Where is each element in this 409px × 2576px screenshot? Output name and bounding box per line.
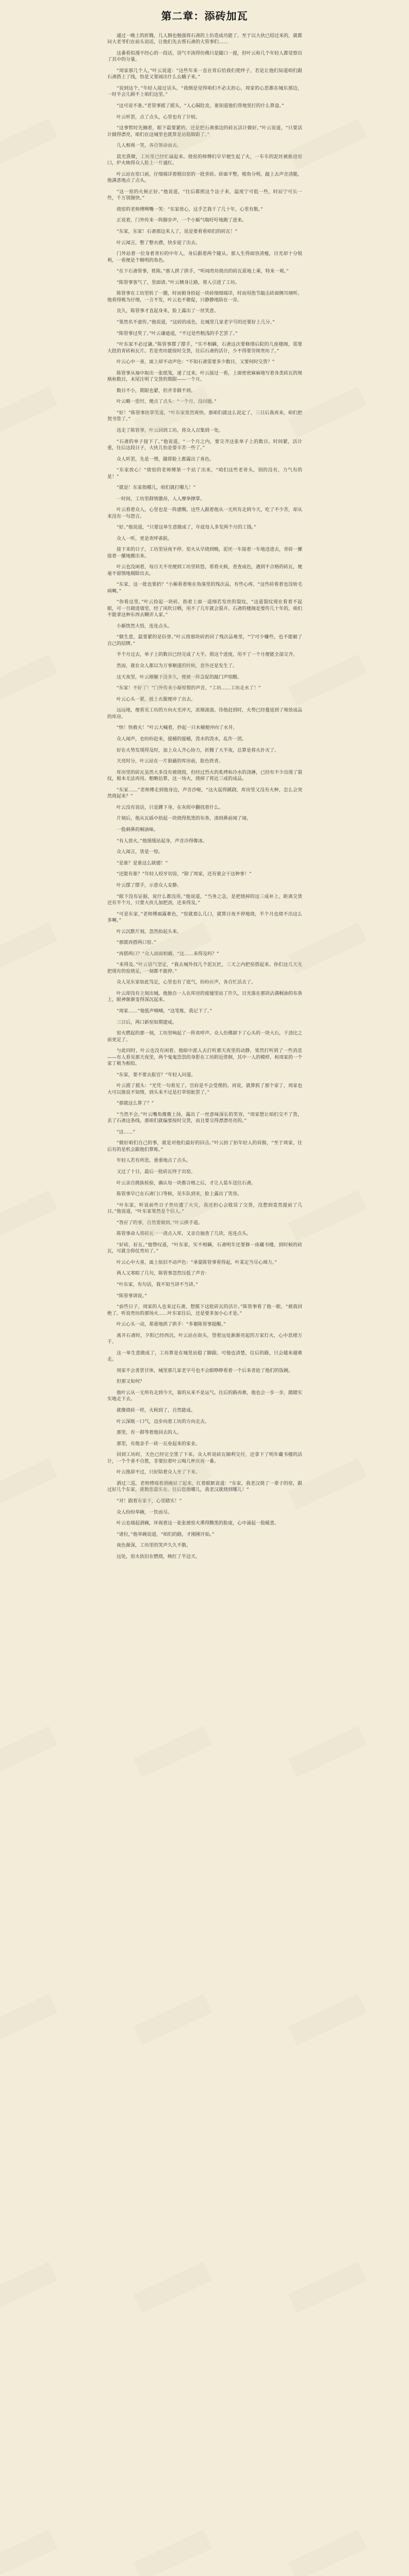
chapter-title: 第二章：添砖加瓦 [161,10,248,22]
watermark-mark [0,2530,57,2576]
paragraph: “陈管事客气了，里面请。”叶云侧身让路，将人引进了工坊。 [117,280,240,285]
paragraph: “陈管事过奖了。”叶云谦逊道，“不过是些粗浅的手艺罢了。” [117,331,238,336]
paragraph: 叶云心头一紧，披上衣服便冲了出去。 [117,697,196,702]
paragraph: “做好咱们自己的事，就是对他们最好的回击。”叶云拍了拍年轻人的肩膀，“至于周家，往后有的是机会跟他们算账。” [107,1141,302,1153]
paragraph: 叶云深吸一口气，迈步向着工坊的方向走去。 [117,1419,210,1425]
watermark-mark [288,2262,367,2313]
paragraph: 酒过三巡，老师傅端着酒碗站了起来，红着眼眶说道：“东家，我老汉烧了一辈子的窑，跟过好几个东家，就数您最实在。往后您指哪儿，我老汉就烧到哪儿！” [107,1481,302,1493]
paragraph: 这一单生意做成了，工坊算是在城里站稳了脚跟。可他也清楚，往后的路，只会越来越难走。 [107,1350,302,1363]
paragraph: “东家！不好了！”门外传来小厮惊慌的声音，“工坊……工坊走水了！” [117,686,261,691]
paragraph: “做生意，最要紧的是信誉。”叶云将那块砖扔回了残次品堆里，“宁可少赚些，也不能砸了自己的招牌。” [107,635,302,647]
paragraph: 好在火势发现得及时，加上众人齐心协力，折腾了大半夜，总算是将火扑灭了。 [117,748,280,753]
paragraph: 他叶云从一无所有走到今天，靠的从来不是运气。往后的路再难，他也会一步一步，踏踏实实地走下去。 [107,1391,303,1402]
watermark-mark [288,2530,367,2576]
paragraph: 叶云心头一动，郑重地拱了拱手：“多谢陈管事提醒。” [117,1322,226,1328]
paragraph: “是谁？是谁这么缺德！” [117,860,168,866]
paragraph: 正说着，门外传来一阵脚步声，一个小厮气喘吁吁地跑了进来。 [117,218,247,224]
paragraph: “当然不会。”叶云嘴角微微上扬，露出了一丝意味深长的笑容，“周家想让咱们交不了货，丢了石斋这条线。那咱们就偏要按时交货，而且要交得漂漂亮亮的。” [107,1112,302,1124]
paragraph: 接下来的日子，工坊里昼夜不停。窑火从早烧到晚，泥坯一车接着一车地送进去，青砖一摞接着一摞地搬出来。 [107,547,303,559]
paragraph: 那里，有一群等着他回去的人。 [117,1430,182,1436]
paragraph: “可是东家，”老师傅面露难色，“窑就那么几口，就算日夜不停地烧，半个月也烧不出这么多啊。” [107,911,302,923]
paragraph: 良久，陈管事才直起身来，脸上露出了一丝笑意。 [117,309,219,314]
paragraph: “东家，要不要去报官？”年轻人问道。 [117,1072,196,1078]
paragraph: 离开石斋时，夕阳已经西沉。叶云站在街头，望着远处渐渐亮起的万家灯火，心中思绪万千。 [107,1333,302,1345]
watermark-mark [0,1726,57,1777]
watermark-mark [0,1190,57,1242]
paragraph: 叶云略一思忖，便点了点头：“一个月，没问题。” [117,399,217,405]
paragraph: 两人又寒暄了几句，陈管事忽然压低了声音： [117,1271,210,1277]
paragraph: 众人纷纷举碗，一饮而尽。 [117,1510,173,1515]
paragraph: 半个月过去，单子上的数目已经完成了大半。照这个进度，用不了一个月便能全部交齐。 [117,652,298,658]
paragraph: “周家那几个人，”叶云说道：“这些年来一直在背后给我们使绊子，若是让他们知道咱们跟石斋搭上了线，怕是又要闹出什么幺蛾子来。” [107,69,302,80]
paragraph: 叶云看着众人，心里也是一阵感慨。这些人跟着他从一无所有走到今天，吃了不少苦，却从来没有一句怨言。 [107,507,303,519]
paragraph: 然而，就在众人都以为万事顺遂的时候，意外还是发生了。 [117,664,238,669]
paragraph: 陈管事早已在石斋门口等候，见车队到来，脸上露出了笑容。 [117,1192,242,1197]
paragraph: 叶云也端起酒碗，环视着这一张张被窑火熏得黝黑的脸庞，心中涌起一股暖意。 [117,1521,280,1527]
watermark-mark [288,1994,367,2045]
paragraph: 叶云听罢，点了点头，心里也有了计较。 [117,114,201,120]
watermark-mark [0,922,57,974]
paragraph: “有人放火。”他缓缓站起身，声音冷得像冰。 [117,838,207,844]
paragraph: “东家放心！”烧窑的老师傅第一个站了出来，“咱们这些老骨头，别的没有，力气有的是！” [107,468,302,480]
paragraph: 陈管事命人将砖瓦一一清点入库，又亲自抽查了几块，连连点头。 [117,1231,252,1237]
paragraph: 就像烧砖一样，火候到了，自然能成。 [117,1408,196,1414]
paragraph: 叶云心中一喜，面上却不动声色：“不知石斋需要多少数目，又要何时交货？” [117,360,275,365]
paragraph: 周家不会善罢甘休，城里那几家老字号也不会眼睁睁看着一个后来者抢了他们的饭碗。 [117,1368,293,1374]
paragraph: “叶东家，听说前些日子贵坊遭了火灾，我还担心会耽误了交货，没想到竟然提前了几日。”他说道，“叶东家果然是个信人。” [107,1202,302,1215]
paragraph: 陈管事从袖中取出一张纸笺，递了过来。叶云接过一看，上面密密麻麻地写着各类砖瓦的规格和数目，末尾注明了交货的期限——一个月。 [107,370,303,383]
watermark-mark [134,2530,212,2576]
paragraph: “在下石斋管事，姓陈。”那人拱了拱手，“听闻贵坊烧出的砖瓦质地上乘，特来一观。” [117,269,289,275]
paragraph: 烧窑的老师傅咧嘴一笑：“东家放心，这手艺我干了几十年，心里有数。” [117,207,263,212]
chapter-body [107,33,302,1565]
paragraph: 叶云闻言，整了整衣襟，快步迎了出去。 [117,240,201,246]
paragraph: 回到工坊时，天色已经完全黑了下来。众人听说砖瓦顺利交付，还拿下了明年藏书楼的活计，一个个喜不自胜，非要拉着叶云喝几杯庆祝一番。 [107,1452,302,1464]
paragraph: 叶云也没闲着，每日天不亮便到工坊里转悠，看看火候，查查成色，遇到不合格的砖瓦，便毫不留情地剔除出去。 [107,565,303,577]
paragraph: 与此同时，叶云也没有闲着。他暗中派人去打听那天夜里的动静，果然打听到了一些消息——有人看见那天夜里，两个鬼鬼祟祟的身影在工坊附近徘徊，其中一人的模样，和周家的一个家丁极为相似。 [107,1048,303,1066]
paragraph: 众人闻声，也纷纷赶来，提桶的提桶，泼水的泼水，乱作一团。 [117,737,247,742]
paragraph: 众人听罢，先是一愣，随即脸上都露出了喜色。 [117,456,215,462]
watermark-mark [288,1726,367,1777]
paragraph: “就是！东家指哪儿，咱们就打哪儿！” [117,485,196,491]
watermark-mark [0,118,57,170]
paragraph: 远远地，便看见工坊的方向火光冲天，浓烟滚滚。待他赶到时，火势已经蔓延到了堆放成品的库房。 [107,708,303,720]
paragraph: 片刻后，他从瓦砾中拾起一块烧得焦黑的布条，凑到鼻前闻了闻。 [117,816,252,822]
paragraph: “好！”陈管事抚掌笑道，“叶东家果然爽快。那咱们就这么说定了，三日后我再来，咱们把契书签了。” [107,410,302,422]
paragraph: “对！跟着东家干，心里踏实！” [117,1499,182,1504]
paragraph: 几人相视一笑，各自领命而去。 [117,143,182,149]
paragraph: 送走了陈管事，叶云回到工坊，将众人召集到一处。 [117,428,224,433]
watermark-mark [0,1994,57,2045]
paragraph: “石斋的单子接下了。”他说道，“一个月之内，要交齐这张单子上的数目。时间紧，活计重，往后这段日子，大伙儿怕是要辛苦一些了。” [107,439,302,451]
watermark-mark [0,654,57,706]
watermark-mark [0,386,57,438]
paragraph: “这……” [117,1129,136,1135]
watermark-mark [134,1726,212,1777]
paragraph: 远处，窑火依旧在燃烧，映红了半边天。 [117,1554,201,1560]
paragraph: 叶云推辞不过，只好陪着众人坐了下来。 [117,1470,201,1476]
paragraph: “那就这么算了？” [117,1101,154,1107]
paragraph: 晨光熹微，工坊里已经忙碌起来。烧窑的师傅们早早便生起了火，一车车的泥坯被推进窑口，炉火映得众人脸上一片通红。 [107,154,302,166]
paragraph: 天亮时分，叶云站在一片狼藉的库房前，脸色铁青。 [117,759,224,765]
paragraph: 小厮恍然大悟，连连点头。 [117,623,173,629]
paragraph: 三日后，两口新窑如期建成。 [117,1020,177,1025]
paragraph: 又过了十日，最后一批砖瓦终于出窑。 [117,1169,196,1175]
paragraph: “这可说不准。”老管事摇了摇头，“人心隔肚皮，谁知道他们背地里打的什么算盘。” [117,104,284,109]
paragraph: 这天夜里，叶云刚躺下没多久，便被一阵急促的敲门声惊醒。 [117,674,242,680]
watermark-mark [134,2262,212,2313]
paragraph: 窑火燃起的那一刻，工坊里响起了一阵欢呼声。众人仿佛卸下了心头的一块大石，干劲比之前更足了。 [107,1031,303,1043]
paragraph: “东家，东家！石斋那边来人了，说是要看看咱们的砖瓦！” [117,229,238,234]
paragraph: 叶云心中大喜，面上依旧不动声色：“承蒙陈管事看得起，叶某定当尽心竭力。” [117,1260,277,1265]
paragraph: 一时间，工坊里群情激昂，人人摩拳擦掌。 [117,496,205,502]
paragraph: 但那又如何？ [117,1379,145,1385]
paragraph: “好砖，好瓦。”他赞叹道，“叶东家，实不相瞒，石斋明年还要修一座藏书楼，到时候的砖瓦，可就全仰仗贵坊了。” [107,1242,302,1255]
paragraph: 叶云没有说话，只是蹲下身，在灰烬中翻找着什么。 [117,805,224,810]
paragraph: 年轻人若有所思，重重地点了点头。 [117,1158,191,1164]
paragraph: 陈管事在工坊里转了一圈，时而俯身拾起一块砖细细端详，时而用指节敲击砖面侧耳倾听。他看得极为仔细，一言不发，叶云也不催促，只静静地陪在一旁。 [107,291,303,303]
paragraph: “那就再搭两口窑。” [117,940,156,946]
paragraph: 库房里的砖瓦虽然大多没有被烧毁，但经过烈火的炙烤和冷水的浇淋，已经有不少出现了裂纹，根本无法再用。粗略估算，这一场火，烧掉了将近三成的成品。 [107,770,303,782]
paragraph: “说到这个，”年轻人接过话头，“我倒是觉得咱们不必太担心，周家的心思都在城东那边，一时半会儿顾不上咱们这里。” [107,86,302,98]
paragraph: 夜色渐深，工坊里的笑声久久不散。 [117,1543,191,1549]
paragraph: “果然名不虚传。”他说道，“这砖的成色，比城里几家老字号的还要好上几分。” [117,319,275,325]
paragraph: “周家……”他低声喃喃，“这笔账，我记下了。” [117,1008,212,1014]
paragraph: “来得及。”叶云语气坚定，“我去城外找几个泥瓦匠，三天之内把窑搭起来。你们这几天先把现有的窑烧足，一刻都不能停。” [107,962,302,974]
paragraph: 数目不小，期限也紧，但并非做不到。 [117,388,196,394]
paragraph: “叶东家，有句话，我不知当讲不当讲。” [117,1282,198,1288]
paragraph: “这事暂时先搁着，眼下最要紧的，还是把石斋那边的砖瓦活计做好。”叶云说道，“只要活计做得漂亮，咱们在这城里也就算是站稳脚跟了。” [107,126,302,138]
paragraph: “东家……”老师傅走到他身边，声音沙哑，“这火起得蹊跷，库房里又没有火种，怎么会突然烧起来？” [107,787,302,800]
paragraph: “眼下没有证据，说什么都没用。”他说道，“当务之急，是把烧掉的这三成补上。距离交货还有半个月，只要大伙儿加把劲，还来得及。” [107,894,302,906]
paragraph: 叶云摆了摆手，示意众人安静。 [117,883,182,888]
paragraph: “答应了的事，自然要做到。”叶云拱手道。 [117,1220,203,1226]
paragraph: 通过一晚上的折腾，几人倒也勉强将石斋的上仿造成功能了。至于以大伙已绍过来的，就都问大老爷们在前头说话，让他们先去帮石斋的大管事们…… [107,33,303,45]
paragraph: “叶东家不必过谦。”陈管事摆了摆手，“实不相瞒，石斋这次要修缮后院的几座楼阁，需要大批的青砖和瓦片。若是贵坊能按时交货，往后石斋的活计，少不得要劳烦贵坊了。” [107,342,302,354]
paragraph: 这番看似漫不经心的一段话，语气平淡得仿佛只是随口一提，但叶云和几个年轻人都觉察出了其中的分量。 [107,51,303,63]
paragraph: “你看这里。”叶云捡起一块砖，指着上面一道细若发丝的裂纹，“这道裂纹现在看着不起眼，可一旦砌进墙里，经了风吹日晒，用不了几年就会裂开。石斋的楼阁是要传几十年的，咱们不能拿这种东西去糊弄人家。” [107,600,303,618]
paragraph: 叶云却没有立刻出城。他独自一人在库房的废墟里站了许久，目光落在那块沾满桐油的布条上，眼神渐渐变得深沉起来。 [107,991,303,1003]
paragraph: “东家，这一批也要扔？”小厮看着堆在角落里的残次品，有些心疼，“这些砖看着也没啥毛病啊。” [107,582,302,594]
paragraph: “前些日子，周家的人也来过石斋，想揽下这批砖瓦的活计。”陈管事看了他一眼，“被我回绝了。听说贵坊的那场火……叶东家往后，还是要多加小心才是。” [107,1304,302,1316]
watermark-mark [134,1994,212,2045]
watermark-mark [0,1458,57,1510]
paragraph: “再搭两口？”众人面面相觑，“这……来得及吗？” [117,951,219,957]
paragraph: “快！快救火！”叶云大喊着，抄起一只木桶便冲向了水井。 [117,725,238,731]
paragraph: 叶云沉默片刻，忽然抬起头来。 [117,929,182,935]
paragraph: 众人一听，更是欢呼雀跃。 [117,536,173,541]
paragraph: 门外站着一位身着青衫的中年人，身后跟着两个随从。那人生得面容清瘦，目光却十分锐利，一看便是个精明的角色。 [107,251,302,263]
paragraph: “这一窑的火候正好。”他说道，“往后都照这个法子来，温度宁可低一些，时辰宁可长一些，千万别图快。” [107,189,302,201]
paragraph: 众人闻言，皆是一惊。 [117,850,163,855]
paragraph: “陈管事请说。” [117,1293,147,1299]
paragraph: 那里，有他亲手一砖一瓦垒起来的家业。 [117,1441,201,1447]
paragraph: “好。”他说道，“只要这单生意做成了，年底每人多发两个月的工钱。” [117,525,256,531]
paragraph: “诸位，”他举碗说道，“咱们的路，才刚刚开始。” [117,1532,215,1537]
paragraph: 叶云亲自挑拣检验，确认每一块都合格之后，才让人装车送往石斋。 [117,1180,256,1186]
paragraph: 众人见东家如此笃定，心里也有了底气，纷纷应声，各自忙活去了。 [117,980,256,986]
watermark-mark [0,2262,57,2313]
paragraph: 叶云站在窑口前，仔细端详着刚出窑的一批青砖。砖面平整，棱角分明，敲上去声音清脆，他满意地点了点头。 [107,172,303,184]
paragraph: 一股刺鼻的桐油味。 [117,827,159,833]
paragraph: 叶云摇了摇头：“光凭一句看见了，官府是不会受理的。再说，就算抓了那个家丁，周家也大可以推说不知情，到头来不过是打草惊蛇罢了。” [107,1083,302,1095]
paragraph: “还能有谁？”年轻人咬牙切齿，“除了周家，还有谁会干这种事！” [117,872,252,877]
